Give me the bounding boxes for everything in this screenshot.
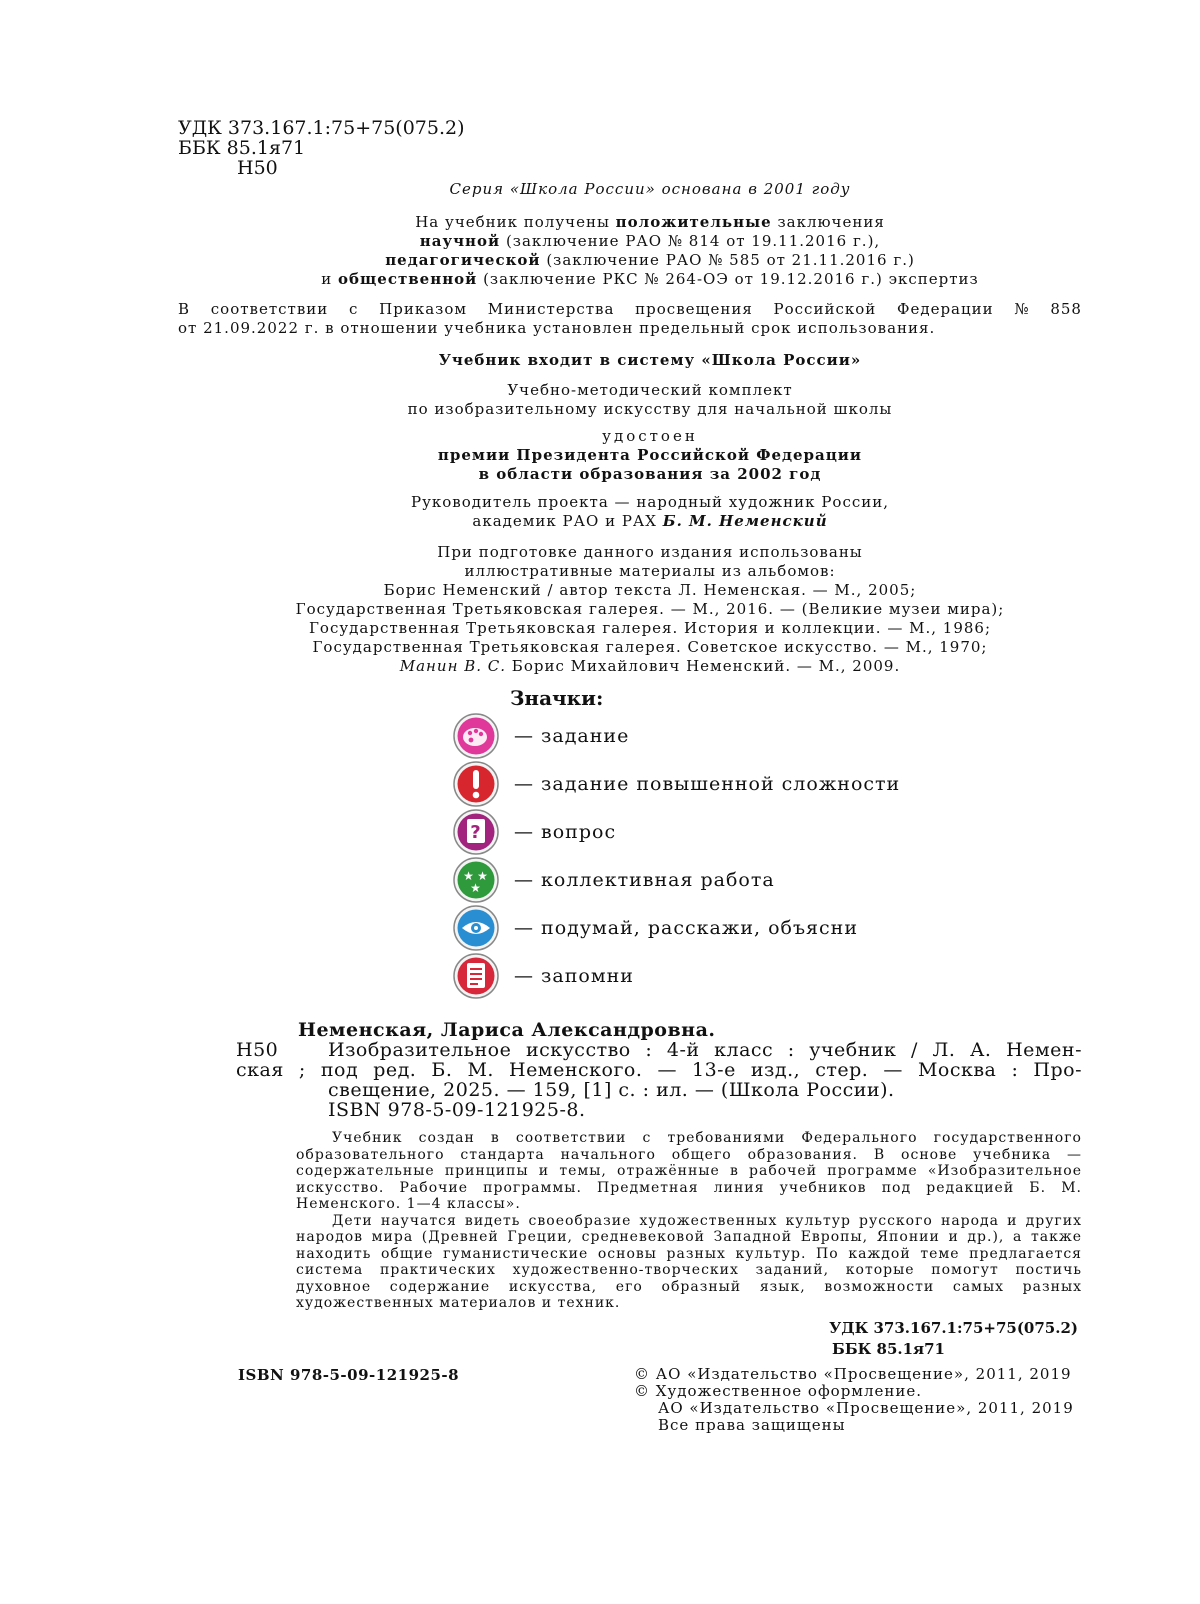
reviews-block: На учебник получены положительные заключения научной (заключение РАО № 814 от 19.11.2016 г.), педагогической (заключение РАО № 585 от 21.11.2016 г.) и общественной (заключение РКС № 264-ОЭ от 19.12.2016 г.) экспертиз	[321, 213, 979, 288]
legend-label-remember: — запомни	[514, 965, 634, 987]
question-icon	[452, 808, 500, 856]
catalog-code: Н50	[236, 1039, 279, 1061]
udk-bbk-bottom: УДК 373.167.1:75+75(075.2) ББК 85.1я71	[829, 1319, 1078, 1358]
series-note: Серия «Школа России» основана в 2001 году	[449, 180, 851, 198]
legend-row-group-work	[452, 856, 775, 904]
svg-text:?: ?	[470, 822, 482, 843]
bbk-code: ББК 85.1я71	[178, 137, 306, 159]
legend-row-think	[452, 904, 858, 952]
svg-text:★: ★	[470, 881, 482, 895]
isbn-bottom: ISBN 978-5-09-121925-8	[238, 1366, 460, 1384]
catalog-line-2: ская ; под ред. Б. М. Неменского. — 13-е изд., стер. — Москва : Про-	[236, 1059, 1082, 1081]
annotation	[296, 1130, 1082, 1312]
legend-label-task: — задание	[514, 725, 630, 747]
illustrations-sources-block: При подготовке данного издания использованы иллюстративные материалы из альбомов: Борис Неменский / автор текста Л. Неменская. — М., 2005; Государственная Третьяковская галерея. — М., 2016. — (Великие музеи мира); Государственная Третьяковская галерея. История и коллекции. — М., 1986; Государственная Третьяковская галерея. Советское искусство. — М., 1970; Манин В. С. Борис Михайлович Неменский. — М., 2009.	[295, 543, 1005, 675]
udk-bbk-block	[178, 118, 465, 178]
legend-label-think: — подумай, расскажи, объясни	[514, 917, 858, 939]
catalog-line-3: свещение, 2025. — 159, [1] с. : ил. — (Школа России).	[328, 1079, 895, 1101]
legend-label-question: — вопрос	[514, 821, 617, 843]
legend-row-question	[452, 808, 616, 856]
catalog-card	[236, 1020, 1082, 1120]
project-head-block: Руководитель проекта — народный художник России, академик РАО и РАХ Б. М. Неменский	[410, 493, 890, 530]
catalog-line-1: Изобразительное искусство : 4-й класс : учебник / Л. А. Немен-	[328, 1039, 1082, 1061]
catalog-isbn: ISBN 978-5-09-121925-8.	[328, 1099, 586, 1121]
copyright-block: © АО «Издательство «Просвещение», 2011, 2019 © Художественное оформление. АО «Издательство «Просвещение», 2011, 2019 Все права защищены	[634, 1365, 1074, 1434]
icons-legend-title: Значки:	[510, 686, 604, 710]
stars-icon	[452, 856, 500, 904]
ministry-order-note: В соответствии с Приказом Министерства просвещения Российской Федерации № 858 от 21.09.2022 г. в отношении учебника установлен предельный срок использования.	[178, 300, 1082, 337]
author-mark: Н50	[237, 157, 278, 179]
udk-code: УДК 373.167.1:75+75(075.2)	[178, 117, 465, 139]
award-block: удостоен премии Президента Российской Федерации в области образования за 2002 год	[437, 427, 863, 483]
annotation-paragraph-1: Учебник создан в соответствии с требованиями Федерального государственного образовательного стандарта начального общего образования. В основе учебника — содержательные принципы и темы, отражённые в рабочей программе «Изобразительное искусство. Рабочие программы. Предметная линия учебников под редакцией Б. М. Неменского. 1—4 классы».	[296, 1130, 1082, 1212]
notepad-icon	[452, 952, 500, 1000]
legend-row-task	[452, 712, 629, 760]
legend-row-remember	[452, 952, 634, 1000]
svg-text:★: ★	[463, 869, 475, 883]
legend-label-hard-task: — задание повышенной сложности	[514, 773, 901, 795]
palette-icon	[452, 712, 500, 760]
system-note: Учебник входит в систему «Школа России»	[438, 351, 862, 369]
umk-block: Учебно-методический комплект по изобразительному искусству для начальной школы	[407, 381, 893, 418]
annotation-paragraph-2: Дети научатся видеть своеобразие художественных культур русского народа и других народов мира (Древней Греции, средневековой Западной Европы, Японии и др.), а также находить общие гуманистические основы разных культур. По каждой теме предлагается система практических художественно-творческих заданий, которые помогут постичь духовное содержание искусства, его образный язык, возможности самых разных художественных материалов и техник.	[296, 1212, 1082, 1311]
eye-icon	[452, 904, 500, 952]
svg-text:★: ★	[477, 869, 489, 883]
catalog-author: Неменская, Лариса Александровна.	[298, 1019, 716, 1041]
legend-label-group-work: — коллективная работа	[514, 869, 775, 891]
legend-row-hard-task	[452, 760, 900, 808]
exclamation-icon	[452, 760, 500, 808]
